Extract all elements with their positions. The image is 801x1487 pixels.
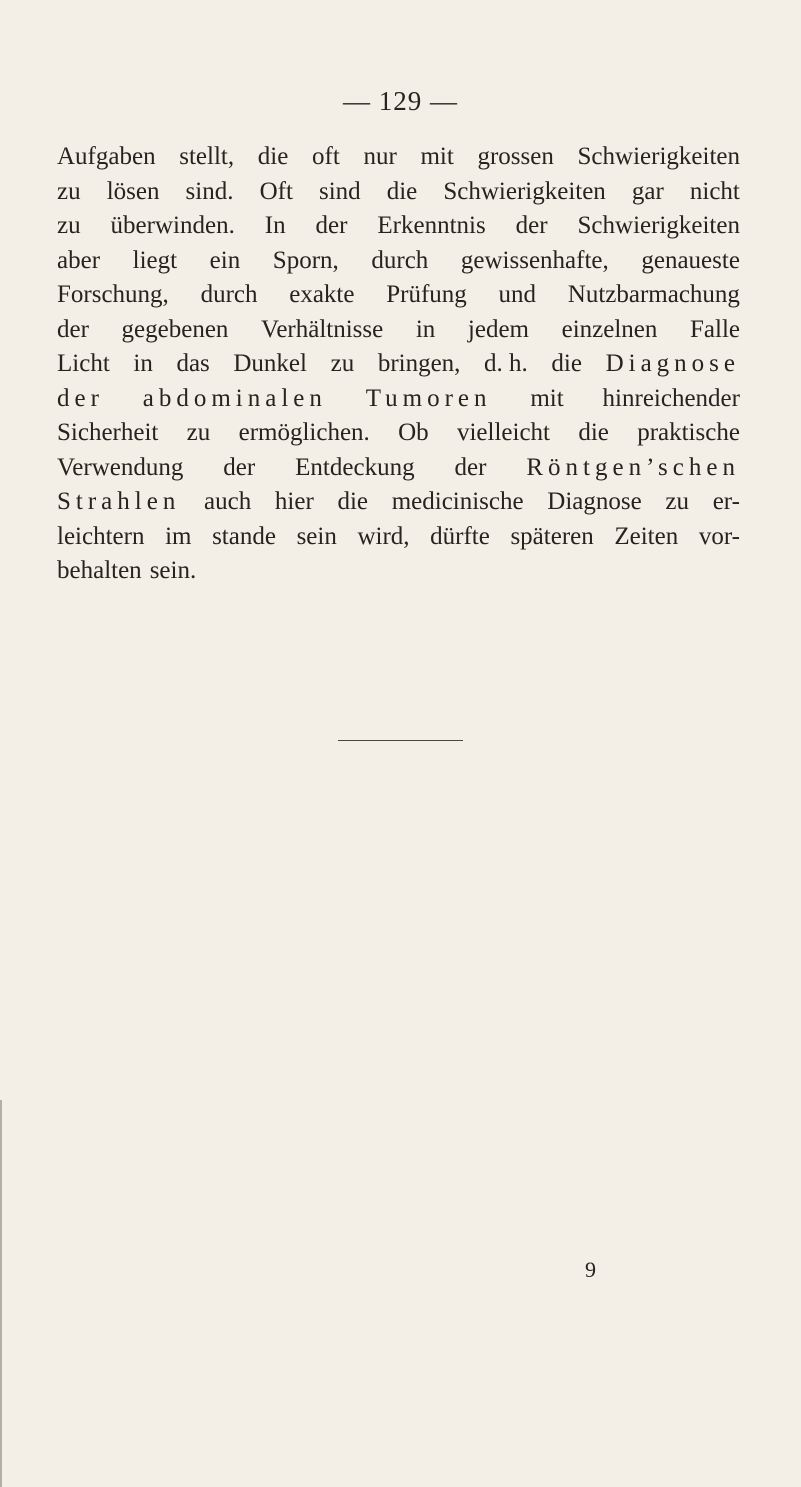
- word: gewissenhafte,: [460, 246, 609, 274]
- word: jedem: [467, 315, 529, 343]
- word: gar: [631, 177, 664, 205]
- word: in: [415, 315, 436, 343]
- word: Diagnose: [605, 350, 740, 377]
- word: im: [165, 522, 192, 550]
- text-line: [57, 382, 740, 417]
- text-line: [57, 175, 740, 210]
- text-line: [57, 244, 740, 279]
- word: hinreichender: [602, 384, 740, 412]
- word: überwinden.: [110, 212, 235, 239]
- word: sind.: [185, 177, 234, 205]
- text-line: [57, 347, 740, 382]
- word: zu: [57, 212, 81, 239]
- word: Strahlen: [57, 488, 181, 515]
- word: aber: [57, 246, 101, 274]
- text-line: [57, 520, 740, 555]
- word: Verwendung: [57, 453, 184, 481]
- word: Schwierigkeiten: [577, 212, 740, 239]
- word: auch: [204, 488, 252, 515]
- word: grossen: [477, 143, 554, 170]
- word: der: [454, 453, 487, 481]
- word: Verhältnisse: [261, 315, 384, 343]
- word: ein: [209, 246, 241, 274]
- word: der: [315, 212, 348, 239]
- text-line: [57, 209, 740, 244]
- word: dürfte: [430, 522, 490, 550]
- word: Prüfung: [386, 281, 467, 308]
- word: lösen: [106, 177, 160, 205]
- word: Tumoren: [365, 384, 492, 412]
- word: Erkenntnis: [377, 212, 486, 239]
- word: Dunkel: [233, 350, 307, 377]
- word: zu: [57, 177, 81, 205]
- word: die: [337, 488, 369, 515]
- word: der: [57, 315, 89, 343]
- word: zu: [186, 419, 211, 446]
- word: exakte: [289, 281, 355, 308]
- word: vor-: [698, 522, 740, 550]
- word: genaueste: [641, 246, 740, 274]
- word: oft: [312, 143, 340, 170]
- word: Nutzbarmachung: [567, 281, 740, 308]
- word: Schwierigkeiten: [577, 143, 740, 170]
- word: die: [578, 419, 609, 446]
- word: der: [515, 212, 548, 239]
- text-line: [57, 451, 740, 486]
- word: die: [386, 177, 418, 205]
- word: das: [176, 350, 210, 377]
- word: d. h.: [484, 350, 528, 377]
- body-paragraph: [57, 140, 740, 589]
- word: Oft: [259, 177, 293, 205]
- word: Ob: [398, 419, 429, 446]
- word: stellt,: [179, 143, 235, 170]
- word: wird,: [357, 522, 410, 550]
- word: späteren: [510, 522, 594, 550]
- word: Falle: [690, 315, 740, 343]
- text-line: [57, 416, 740, 451]
- word: und: [498, 281, 537, 308]
- word: gegebenen: [121, 315, 229, 343]
- word: einzelnen: [561, 315, 658, 343]
- word: Röntgen’schen: [526, 453, 740, 481]
- word: in: [133, 350, 153, 377]
- word: zu: [665, 488, 690, 515]
- text-line: [57, 278, 740, 313]
- word: mit: [420, 143, 454, 170]
- word: er-: [712, 488, 740, 515]
- word: durch: [371, 246, 429, 274]
- word: praktische: [637, 419, 740, 446]
- word: sein: [296, 522, 337, 550]
- word: Entdeckung: [295, 453, 415, 481]
- word: leichtern: [57, 522, 145, 550]
- word: abdominalen: [142, 384, 327, 412]
- page-number: — 129 —: [343, 86, 458, 116]
- word: In: [264, 212, 286, 239]
- word: ermöglichen.: [238, 419, 370, 446]
- text-line: [57, 313, 740, 348]
- word: Forschung,: [57, 281, 169, 308]
- word: Sporn,: [272, 246, 339, 274]
- word: liegt: [132, 246, 178, 274]
- word: stande: [212, 522, 276, 550]
- word: hier: [274, 488, 314, 515]
- word: Licht: [57, 350, 110, 377]
- word: die: [551, 350, 582, 377]
- word: sein.: [149, 557, 197, 584]
- word: medicinische: [391, 488, 524, 515]
- word: vielleicht: [456, 419, 551, 446]
- word: Aufgaben: [57, 143, 156, 170]
- word: Sicherheit: [57, 419, 159, 446]
- section-separator-rule: [338, 740, 463, 741]
- text-line: [57, 554, 740, 589]
- word: Diagnose: [547, 488, 642, 515]
- page-edge-shadow: [0, 1100, 2, 1487]
- word: Schwierigkeiten: [443, 177, 606, 205]
- word: Zeiten: [614, 522, 679, 550]
- word: durch: [200, 281, 258, 308]
- word: der: [57, 384, 104, 412]
- signature-mark: 9: [585, 1257, 596, 1282]
- word: bringen,: [377, 350, 461, 377]
- word: der: [223, 453, 256, 481]
- word: nur: [363, 143, 397, 170]
- word: sind: [318, 177, 361, 205]
- text-line: [57, 140, 740, 175]
- word: die: [257, 143, 289, 170]
- word: nicht: [689, 177, 740, 205]
- word: mit: [530, 384, 564, 412]
- word: behalten: [57, 557, 142, 584]
- word: zu: [330, 350, 355, 377]
- text-line: [57, 485, 740, 520]
